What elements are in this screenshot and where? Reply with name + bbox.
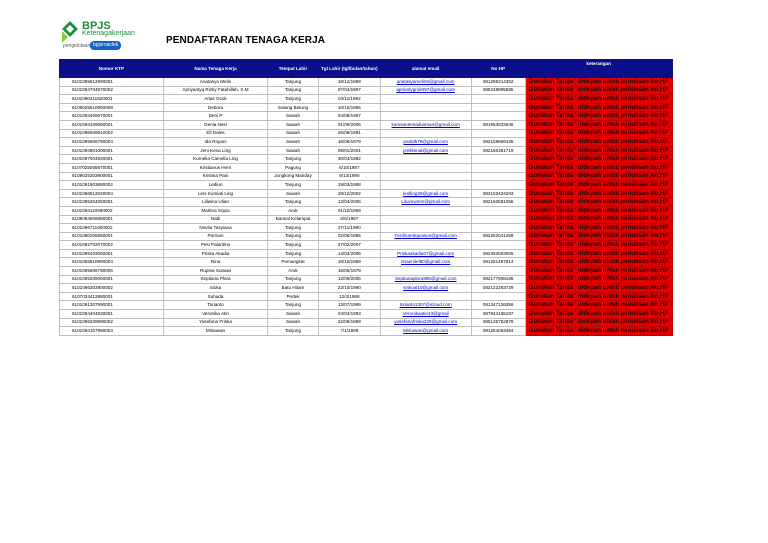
cell-no-hp: 082150581056 (471, 198, 525, 207)
header-nomor-ktp: Nomor KTP (60, 60, 164, 78)
cell-keterangan: Gunakan Tanda ' didepan untuk penulisan No.HP (525, 224, 672, 233)
table-row (60, 206, 673, 215)
table-row (60, 275, 673, 284)
cell-tgl-lahir: 14/03/2006 (319, 249, 381, 258)
cell-tempat-lahir: Tanjung (268, 224, 319, 233)
cell-tempat-lahir: Tanjung (268, 78, 319, 87)
cell-tgl-lahir: 09/01/2001 (319, 146, 381, 155)
cell-nomor-ktp: 6101095403060001 (60, 249, 164, 258)
cell-no-hp (471, 224, 525, 233)
table-row (60, 103, 673, 112)
table-row (60, 120, 673, 129)
cell-nomor-ktp: 6101090206850001 (60, 232, 164, 241)
cell-tgl-lahir: 25/09/1991 (319, 129, 381, 138)
table-row (60, 163, 673, 172)
cell-no-hp: 085135752878 (471, 318, 525, 327)
table-row (60, 86, 673, 95)
cell-tgl-lahir: 13/07/1999 (319, 301, 381, 310)
table-header-row (60, 60, 673, 78)
cell-keterangan: Gunakan Tanda ' didepan untuk penulisan No.HP (525, 120, 672, 129)
cell-tgl-lahir: 16/06/1979 (319, 138, 381, 147)
table-row (60, 138, 673, 147)
cell-email[interactable]: apriantygridet97@gmail.com (380, 86, 471, 95)
cell-tgl-lahir: 6/10/1987 (319, 163, 381, 172)
cell-nomor-ktp: 6101055810890004 (60, 258, 164, 267)
cell-tempat-lahir: Tanjung (268, 95, 319, 104)
header-tgl-lahir: Tgl Lahir (tgl/bulan/tahun) (319, 60, 381, 78)
cell-no-hp (471, 155, 525, 164)
cell-tempat-lahir: Sawah (268, 129, 319, 138)
cell-nomor-ktp: 6101095304060001 (60, 198, 164, 207)
cell-keterangan: Gunakan Tanda ' didepan untuk penulisan No.HP (525, 232, 672, 241)
cell-no-hp (471, 206, 525, 215)
table-row (60, 258, 673, 267)
table-row (60, 267, 673, 276)
table-row (60, 172, 673, 181)
cell-tempat-lahir: Sawah (268, 138, 319, 147)
cell-tgl-lahir: 30/04/1982 (319, 155, 381, 164)
cell-nama: Pesi Palantino (164, 241, 268, 250)
cell-keterangan: Gunakan Tanda ' didepan untuk penulisan No.HP (525, 292, 672, 301)
cell-keterangan: Gunakan Tanda ' didepan untuk penulisan No.HP (525, 112, 672, 121)
cell-tgl-lahir: 12/09/2005 (319, 275, 381, 284)
cell-tgl-lahir: 23/10/1990 (319, 284, 381, 293)
page-title: PENDAFTARAN TENAGA KERJA (166, 35, 326, 46)
cell-nama: Martina Sopia (164, 206, 268, 215)
cell-keterangan: Gunakan Tanda ' didepan untuk penulisan No.HP (525, 206, 672, 215)
cell-nomor-ktp: 6107034412880001 (60, 292, 164, 301)
cell-no-hp: 081347136356 (471, 301, 525, 310)
cell-tempat-lahir: Batu Hitam (268, 284, 319, 293)
cell-no-hp: 082252041458 (471, 232, 525, 241)
cell-tgl-lahir: 7/1/1999 (319, 327, 381, 336)
cell-nomor-ktp: 6101094109060001 (60, 120, 164, 129)
cell-keterangan: Gunakan Tanda ' didepan untuk penulisan No.HP (525, 310, 672, 319)
cell-nama: Jeni Kena Ling (164, 146, 268, 155)
cell-email (380, 112, 471, 121)
header-tempat-lahir: Tempat Lahir (268, 60, 319, 78)
cell-no-hp (471, 267, 525, 276)
cell-nomor-ktp: 6101095606790005 (60, 267, 164, 276)
cell-nomor-ktp: 6101091307990001 (60, 301, 164, 310)
cell-nomor-ktp: 6101094409670001 (60, 112, 164, 121)
cell-email[interactable]: Liluvnwmm@gmail.com (380, 198, 471, 207)
cell-no-hp: 087844165197 (471, 310, 525, 319)
cell-keterangan: Gunakan Tanda ' didepan untuk penulisan No.HP (525, 95, 672, 104)
table-row (60, 318, 673, 327)
cell-keterangan: Gunakan Tanda ' didepan untuk penulisan No.HP (525, 249, 672, 258)
table-row (60, 129, 673, 138)
cell-no-hp (471, 241, 525, 250)
registration-table (59, 59, 673, 336)
cell-email (380, 155, 471, 164)
cell-no-hp: 082177908186 (471, 275, 525, 284)
cell-tempat-lahir: Jongkong Manday (268, 172, 319, 181)
cell-keterangan: Gunakan Tanda ' didepan untuk penulisan No.HP (525, 138, 672, 147)
table-row (60, 232, 673, 241)
cell-keterangan: Gunakan Tanda ' didepan untuk penulisan No.HP (525, 198, 672, 207)
cell-nama: Natti (164, 215, 268, 224)
cell-no-hp: 081554833645 (471, 120, 525, 129)
cell-email[interactable]: Veronikaatin43@gmail (380, 310, 471, 319)
cell-tempat-lahir: Sawah (268, 310, 319, 319)
table-row (60, 146, 673, 155)
cell-tgl-lahir: 01/10/1999 (319, 206, 381, 215)
cell-nomor-ktp: 6101096812020004 (60, 189, 164, 198)
cell-nomor-ktp: 6101095606790004 (60, 138, 164, 147)
cell-tgl-lahir: 27/02/2007 (319, 241, 381, 250)
cell-nomor-ktp: 6101090411920001 (60, 95, 164, 104)
cell-nama: Misiawan (164, 327, 268, 336)
cell-nomor-ktp: 6101094901000001 (60, 146, 164, 155)
table-row (60, 95, 673, 104)
cell-email (380, 292, 471, 301)
header-email: alamat email (380, 60, 471, 78)
cell-nama: Rupina Sunawi (164, 267, 268, 276)
cell-email[interactable]: Septianaplora985@gmail.com (380, 275, 471, 284)
cell-nama: Liliwina Ulian (164, 198, 268, 207)
cell-email (380, 224, 471, 233)
table-row (60, 327, 673, 336)
cell-tempat-lahir: Tanjung (268, 249, 319, 258)
cell-nomor-ktp: 6101096209990002 (60, 318, 164, 327)
cell-keterangan: Gunakan Tanda ' didepan untuk penulisan No.HP (525, 172, 672, 181)
cell-nomor-ktp: 6101094704970002 (60, 86, 164, 95)
cell-keterangan: Gunakan Tanda ' didepan untuk penulisan No.HP (525, 318, 672, 327)
table-row (60, 112, 673, 121)
cell-no-hp: 082122283729 (471, 284, 525, 293)
cell-email[interactable]: anatasyamelin6@gmail.com (380, 78, 471, 87)
cell-keterangan: Gunakan Tanda ' didepan untuk penulisan No.HP (525, 78, 672, 87)
cell-keterangan: Gunakan Tanda ' didepan untuk penulisan No.HP (525, 129, 672, 138)
cell-no-hp (471, 103, 525, 112)
logo-brand: BPJS (82, 20, 111, 32)
cell-tgl-lahir: 6/6/1987 (319, 215, 381, 224)
cell-tempat-lahir: Sawah (268, 318, 319, 327)
cell-tempat-lahir: Sulang Betung (268, 103, 319, 112)
table-row (60, 189, 673, 198)
cell-tempat-lahir: Sawah (268, 189, 319, 198)
cell-nomor-ktp: 6101095209050001 (60, 275, 164, 284)
cell-nama: Septiana Plora (164, 275, 268, 284)
cell-email[interactable]: rinaemlel80@gmail.com (380, 258, 471, 267)
cell-keterangan: Gunakan Tanda ' didepan untuk penulisan No.HP (525, 103, 672, 112)
cell-no-hp (471, 163, 525, 172)
cell-no-hp: 085248895585 (471, 86, 525, 95)
cell-nomor-ktp: 6107025008870001 (60, 163, 164, 172)
cell-tempat-lahir: Tanjung (268, 301, 319, 310)
cell-tgl-lahir: 04/11/1992 (319, 95, 381, 104)
cell-email (380, 267, 471, 276)
cell-nomor-ktp: 6101094107990003 (60, 327, 164, 336)
cell-no-hp (471, 215, 525, 224)
cell-email[interactable]: pedid579@gmail.com (380, 138, 471, 147)
cell-nomor-ktp: 6101096303900002 (60, 284, 164, 293)
table-row (60, 301, 673, 310)
cell-tempat-lahir: Bansal Kelampai (268, 215, 319, 224)
table-row (60, 198, 673, 207)
cell-email[interactable]: Misiawan@gmail.com (380, 327, 471, 336)
cell-email[interactable]: Ferdinandquawuo@gmail.com (380, 232, 471, 241)
cell-nama: Yosefana Friska (164, 318, 268, 327)
cell-nama: Suhada (164, 292, 268, 301)
cell-no-hp: 082353003005 (471, 249, 525, 258)
cell-no-hp: 081295214352 (471, 78, 525, 87)
cell-tempat-lahir: Aruk (268, 206, 319, 215)
cell-nama: Parman (164, 232, 268, 241)
cell-nama: Ida Royani (164, 138, 268, 147)
cell-no-hp (471, 172, 525, 181)
cell-email (380, 181, 471, 190)
cell-nomor-ktp: 6101094110990002 (60, 206, 164, 215)
cell-tempat-lahir: Tanjung (268, 275, 319, 284)
cell-email[interactable]: torianto1307@icloud.com (380, 301, 471, 310)
cell-tempat-lahir: Tanjung (268, 86, 319, 95)
cell-email[interactable]: kamsantemadusman@gmail.com (380, 120, 471, 129)
logo-tagline: pengelolaan (63, 43, 91, 49)
cell-tgl-lahir: 04/04/1993 (319, 310, 381, 319)
cell-nama: Eli Dales (164, 129, 268, 138)
cell-nomor-ktp: 6101097004820001 (60, 155, 164, 164)
cell-tempat-lahir: Sawah (268, 112, 319, 121)
cell-nomor-ktp: 6101092702070002 (60, 241, 164, 250)
cell-tgl-lahir: 22/09/1999 (319, 318, 381, 327)
table-row (60, 284, 673, 293)
table-row (60, 292, 673, 301)
cell-nama: Kristina Pani (164, 172, 268, 181)
table-row (60, 241, 673, 250)
cell-nama: Novita Tasyiana (164, 224, 268, 233)
cell-tempat-lahir: Tanjung (268, 198, 319, 207)
table-row (60, 310, 673, 319)
cell-nama: Leni Kumiati Ling (164, 189, 268, 198)
cell-tempat-lahir: Sawah (268, 146, 319, 155)
cell-nama: Priska Akadia (164, 249, 268, 258)
cell-tgl-lahir: 10/15/1995 (319, 103, 381, 112)
table-row (60, 215, 673, 224)
cell-email (380, 163, 471, 172)
cell-keterangan: Gunakan Tanda ' didepan untuk penulisan No.HP (525, 327, 672, 336)
cell-email[interactable]: Priskaakadia07@gmail.com (380, 249, 471, 258)
cell-nomor-ktp: 6101094404930001 (60, 310, 164, 319)
cell-no-hp: 081251467914 (471, 258, 525, 267)
header-no-hp: No HP (471, 60, 525, 78)
cell-email[interactable]: lenlling28@gmail.com (380, 189, 471, 198)
cell-tempat-lahir: Pemangkat (268, 258, 319, 267)
cell-tgl-lahir: 07/04/1997 (319, 86, 381, 95)
cell-nama: Torianto (164, 301, 268, 310)
logo-subtitle: Ketenagakerjaan (82, 30, 135, 37)
cell-tempat-lahir: Pagung (268, 163, 319, 172)
cell-no-hp (471, 95, 525, 104)
cell-no-hp: 082159866435 (471, 138, 525, 147)
cell-tempat-lahir: Tanjung (268, 327, 319, 336)
cell-tempat-lahir: Tanjung (268, 181, 319, 190)
cell-email (380, 206, 471, 215)
cell-keterangan: Gunakan Tanda ' didepan untuk penulisan No.HP (525, 86, 672, 95)
cell-tgl-lahir: 12/4/1988 (319, 292, 381, 301)
cell-nama: Anatasya Melin (164, 78, 268, 87)
bpjs-logo (60, 20, 172, 52)
cell-no-hp (471, 129, 525, 138)
table-row (60, 155, 673, 164)
cell-keterangan: Gunakan Tanda ' didepan untuk penulisan No.HP (525, 258, 672, 267)
cell-nama: Denia Nesi (164, 120, 268, 129)
cell-nama: Kornelia Camelia Ling (164, 155, 268, 164)
cell-tempat-lahir: Aruk (268, 267, 319, 276)
cell-keterangan: Gunakan Tanda ' didepan untuk penulisan No.HP (525, 189, 672, 198)
cell-tgl-lahir: 18/10/1989 (319, 258, 381, 267)
cell-nomor-ktp: 6101091903880002 (60, 181, 164, 190)
cell-tgl-lahir: 18/12/1999 (319, 78, 381, 87)
cell-tempat-lahir: Tanjung (268, 232, 319, 241)
header-nama: Nama Tenaga Kerja (164, 60, 268, 78)
header-keterangan: keterangan (525, 60, 672, 78)
cell-tempat-lahir: Pedek (268, 292, 319, 301)
cell-no-hp: 083153434293 (471, 189, 525, 198)
cell-email[interactable]: yosefanafriska229@gmail.com (380, 318, 471, 327)
cell-nama: Lediun (164, 181, 268, 190)
cell-no-hp (471, 292, 525, 301)
cell-keterangan: Gunakan Tanda ' didepan untuk penulisan No.HP (525, 241, 672, 250)
cell-keterangan: Gunakan Tanda ' didepan untuk penulisan No.HP (525, 284, 672, 293)
cell-keterangan: Gunakan Tanda ' didepan untuk penulisan No.HP (525, 181, 672, 190)
cell-nama: Veronika Atin (164, 310, 268, 319)
cell-keterangan: Gunakan Tanda ' didepan untuk penulisan No.HP (525, 155, 672, 164)
cell-no-hp (471, 181, 525, 190)
cell-email[interactable]: sinkoal10@gmail.com (380, 284, 471, 293)
cell-email (380, 103, 471, 112)
table-row (60, 224, 673, 233)
cell-keterangan: Gunakan Tanda ' didepan untuk penulisan No.HP (525, 275, 672, 284)
cell-nama: Debora (164, 103, 268, 112)
cell-email (380, 95, 471, 104)
cell-nomor-ktp: 6109025303900001 (60, 172, 164, 181)
table-row (60, 249, 673, 258)
cell-tempat-lahir: Tanjung (268, 155, 319, 164)
cell-tgl-lahir: 9/13/1990 (319, 172, 381, 181)
cell-tgl-lahir: 16/06/1979 (319, 267, 381, 276)
cell-nama: Arias Ocok (164, 95, 268, 104)
cell-tgl-lahir: 13/04/2006 (319, 198, 381, 207)
cell-keterangan: Gunakan Tanda ' didepan untuk penulisan No.HP (525, 267, 672, 276)
cell-nomor-ktp: 6101096509910002 (60, 129, 164, 138)
cell-tgl-lahir: 04/09/1967 (319, 112, 381, 121)
cell-tgl-lahir: 01/09/2006 (319, 120, 381, 129)
table-row (60, 78, 673, 87)
cell-tgl-lahir: 02/06/1985 (319, 232, 381, 241)
cell-nama: Kristianus Herri (164, 163, 268, 172)
logo-tag-pill: bpjsroaclek (90, 41, 121, 50)
cell-keterangan: Gunakan Tanda ' didepan untuk penulisan No.HP (525, 215, 672, 224)
cell-email (380, 241, 471, 250)
cell-tgl-lahir: 27/11/1990 (319, 224, 381, 233)
cell-no-hp (471, 112, 525, 121)
cell-email (380, 172, 471, 181)
table-row (60, 181, 673, 190)
cell-tempat-lahir: Sawah (268, 120, 319, 129)
cell-nomor-ktp: 6101096711900002 (60, 224, 164, 233)
cell-keterangan: Gunakan Tanda ' didepan untuk penulisan No.HP (525, 163, 672, 172)
cell-nomor-ktp: 6108084606880001 (60, 215, 164, 224)
cell-email (380, 129, 471, 138)
cell-email[interactable]: jenilkenal@gmail.com (380, 146, 471, 155)
cell-no-hp: 082150361719 (471, 146, 525, 155)
cell-keterangan: Gunakan Tanda ' didepan untuk penulisan No.HP (525, 146, 672, 155)
cell-nama: Deni P (164, 112, 268, 121)
cell-nama: Sioka (164, 284, 268, 293)
cell-email (380, 215, 471, 224)
cell-nomor-ktp: 6109025510950008 (60, 103, 164, 112)
cell-nama: Apriyantyq Rizky Fatahillah, S.M (164, 86, 268, 95)
cell-tgl-lahir: 28/12/2002 (319, 189, 381, 198)
cell-keterangan: Gunakan Tanda ' didepan untuk penulisan No.HP (525, 301, 672, 310)
cell-tempat-lahir: Tanjung (268, 241, 319, 250)
cell-tgl-lahir: 19/03/1988 (319, 181, 381, 190)
cell-nama: Rina (164, 258, 268, 267)
cell-no-hp: 081254063484 (471, 327, 525, 336)
cell-nomor-ktp: 6101095812990001 (60, 78, 164, 87)
